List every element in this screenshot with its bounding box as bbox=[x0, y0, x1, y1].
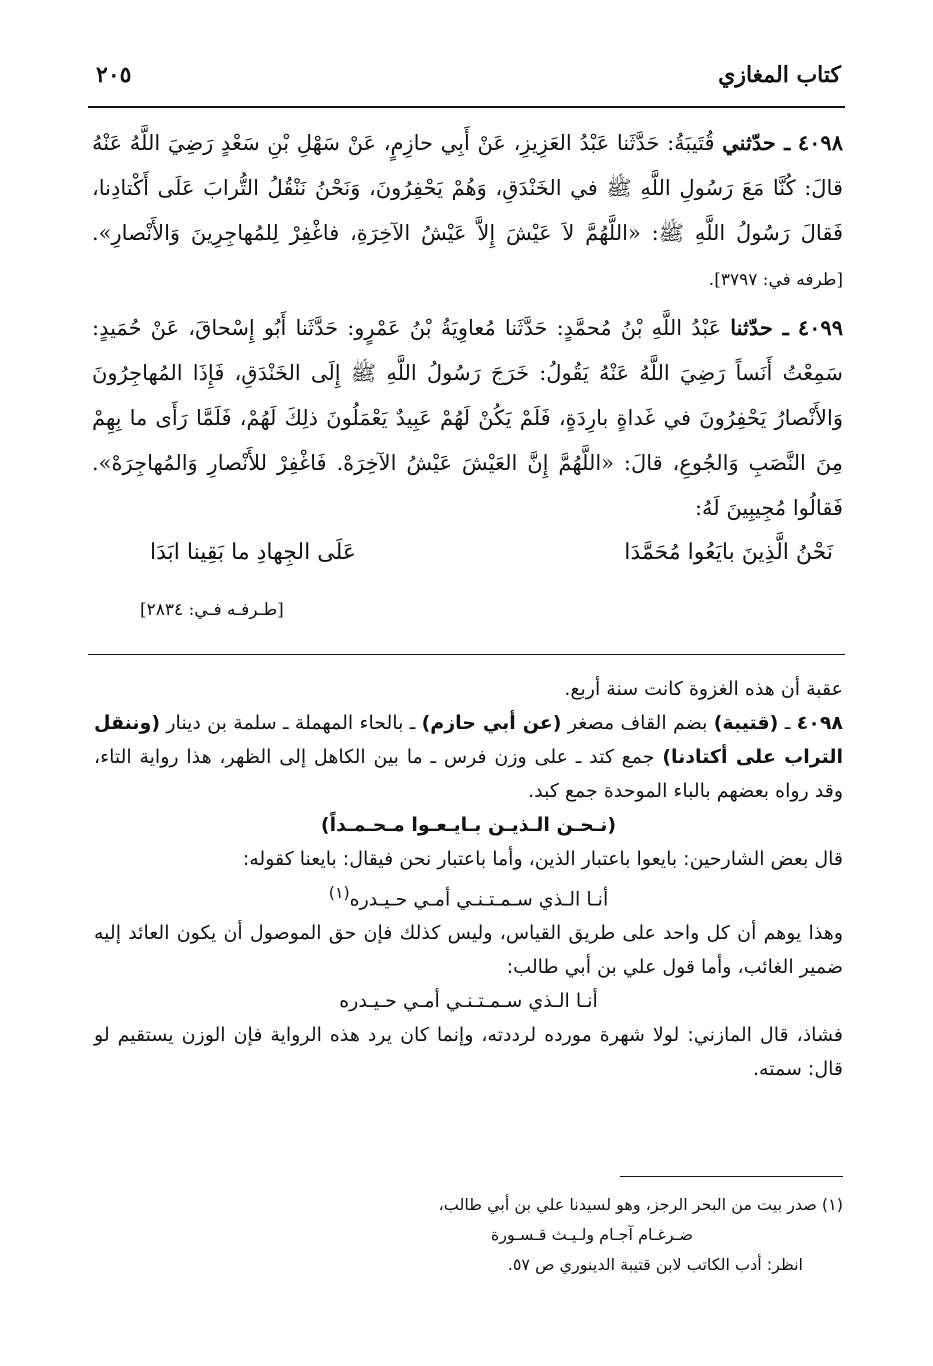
footnote-text: صدر بيت من البحر الرجز، وهو لسيدنا علي بن أبي طالب، bbox=[438, 1195, 817, 1214]
footnote-divider bbox=[620, 1176, 843, 1177]
commentary bbox=[94, 672, 843, 1086]
footnotes bbox=[100, 1190, 843, 1280]
footnote-marker: (١) bbox=[328, 883, 350, 902]
header-divider bbox=[88, 106, 845, 108]
poem-text: أنـا الـذي سـمـتـنـي أمـي حـيـدره bbox=[349, 888, 609, 911]
commentary-4098: ٤٠٩٨ ـ (قتيبة) بضم القاف مصغر (عن أبي حازم) ـ بالحاء المهملة ـ سلمة بن دينار (وننقل التراب على أكتادنا) جمع كتد ـ على وزن فرس ـ ما بين الكاهل إلى الظهر، هذا رواية التاء، وقد رواه بعضهم بالباء الموحدة جمع كبد. bbox=[94, 712, 844, 802]
hadith-number: ٤٠٩٩ bbox=[797, 315, 843, 340]
book-title: كتاب المغازي bbox=[718, 62, 841, 88]
quoted-line: (نـحـن الـذيـن بـايـعـوا مـحـمـداً) bbox=[320, 814, 617, 836]
commentary-paragraph: فشاذ، قال المازني: لولا شهرة مورده لرددته، وإنما كان يرد هذه الرواية فإن الوزن يستقيم لو قال: سمته. bbox=[94, 1024, 843, 1081]
commentary-intro: عقبة أن هذه الغزوة كانت سنة أربع. bbox=[564, 678, 843, 700]
commentary-text: جمع كتد ـ على وزن فرس ـ ما بين الكاهل إلى الظهر، هذا رواية التاء، وقد رواه بعضهم بالباء الموحدة جمع كبد. bbox=[94, 746, 843, 802]
footnote-verse: ضـرغـام آجـام ولـيـث قـسـورة bbox=[490, 1225, 693, 1244]
hadith-text: قُتَيبَةُ: حَدَّثَنا عَبْدُ العَزِيزِ، عَنْ أَبِي حازِمٍ، عَنْ سَهْلِ بْنِ سَعْدٍ رَضِيَ اللَّهُ عَنْهُ قالَ: كُنَّا مَعَ رَسُولِ اللَّهِ ﷺ في الخَنْدَقِ، وَهُمْ يَحْفِرُونَ، وَنَحْنُ نَنْقُلُ التُّرابَ عَلَى أَكْتادِنا، فَقالَ رَسُولُ اللَّهِ ﷺ: «اللَّهُمَّ لاَ عَيْشَ إِلاَّ عَيْشُ الآخِرَةِ، فاغْفِرْ لِلمُهاجِرِينَ وَالأَنْصارِ». bbox=[92, 131, 843, 245]
hadith-4099 bbox=[92, 305, 843, 531]
page-number: ٢٠٥ bbox=[96, 62, 132, 88]
footnote-marker: (١) bbox=[821, 1195, 843, 1214]
hadith-number: ٤٠٩٨ bbox=[797, 130, 843, 155]
commentary-divider bbox=[88, 654, 845, 655]
hadith-lead: ـ حدّثني bbox=[722, 130, 791, 155]
verse bbox=[150, 540, 833, 565]
hadith-text: عَبْدُ اللَّهِ بْنُ مُحمَّدٍ: حَدَّثَنا مُعاوِيَةُ بْنُ عَمْرٍو: حَدَّثَنا أَبُو إِسْحاقَ، عَنْ حُمَيدٍ: سَمِعْتُ أَنَساً رَضِيَ اللَّهُ عَنْهُ يَقُولُ: خَرَجَ رَسُولُ اللَّهِ ﷺ إِلَى الخَنْدَقِ، فَإِذَا المُهاجِرُونَ وَالأَنْصارُ يَحْفِرُونَ في غَداةٍ بارِدَةٍ، فَلَمْ يَكُنْ لَهُمْ عَبِيدٌ يَعْمَلُونَ ذلِكَ لَهُمْ، فَلَمَّا رَأَى ما بِهِمْ مِنَ النَّصَبِ وَالجُوعِ، قالَ: «اللَّهُمَّ إِنَّ العَيْشَ عَيْشُ الآخِرَهْ. فَاغْفِرْ للأَنْصارِ وَالمُهاجِرَهْ». فَقالُوا مُجِيبِينَ لَهُ: bbox=[92, 316, 843, 520]
commentary-paragraph: قال بعض الشارحين: بايعوا باعتبار الذين، وأما باعتبار نحن فيقال: بايعنا كقوله: bbox=[242, 848, 843, 870]
hadith-4098 bbox=[92, 120, 843, 303]
hadith-cross-reference: [طرفه في: ٣٧٩٧]. bbox=[708, 270, 843, 290]
poem-line bbox=[94, 876, 843, 916]
poem-line: أنـا الـذي سـمـتـنـي أمـي حـيـدره bbox=[339, 990, 598, 1013]
footnote bbox=[100, 1190, 843, 1220]
footnote-source: انظر: أدب الكاتب لابن قتيبة الدينوري ص ٥٧. bbox=[507, 1255, 803, 1274]
commentary-number: ٤٠٩٨ bbox=[796, 712, 844, 734]
quoted-term: (عن أبي حازم) bbox=[421, 712, 562, 734]
verse-second-hemistich: عَلَى الجِهادِ ما بَقِينا ابَدَا bbox=[150, 540, 356, 565]
hadith-lead: ـ حدّثنا bbox=[730, 315, 789, 340]
commentary-text: ـ بالحاء المهملة ـ سلمة بن دينار bbox=[160, 712, 422, 734]
quoted-term: (وننقل التراب على أكتادنا) bbox=[94, 712, 843, 768]
verse-cross-reference: [طـرفـه فـي: ٢٨٣٤] bbox=[140, 600, 284, 620]
verse-first-hemistich: نَحْنُ الَّذِينَ بايَعُوا مُحَمَّدَا bbox=[624, 540, 833, 565]
commentary-paragraph: وهذا يوهم أن كل واحد على طريق القياس، وليس كذلك فإن حق الموصول أن يكون العائد إليه ضمير الغائب، وأما قول علي بن أبي طالب: bbox=[94, 922, 843, 979]
quoted-term: (قتيبة) bbox=[713, 712, 779, 734]
commentary-text: بضم القاف مصغر bbox=[561, 712, 714, 734]
